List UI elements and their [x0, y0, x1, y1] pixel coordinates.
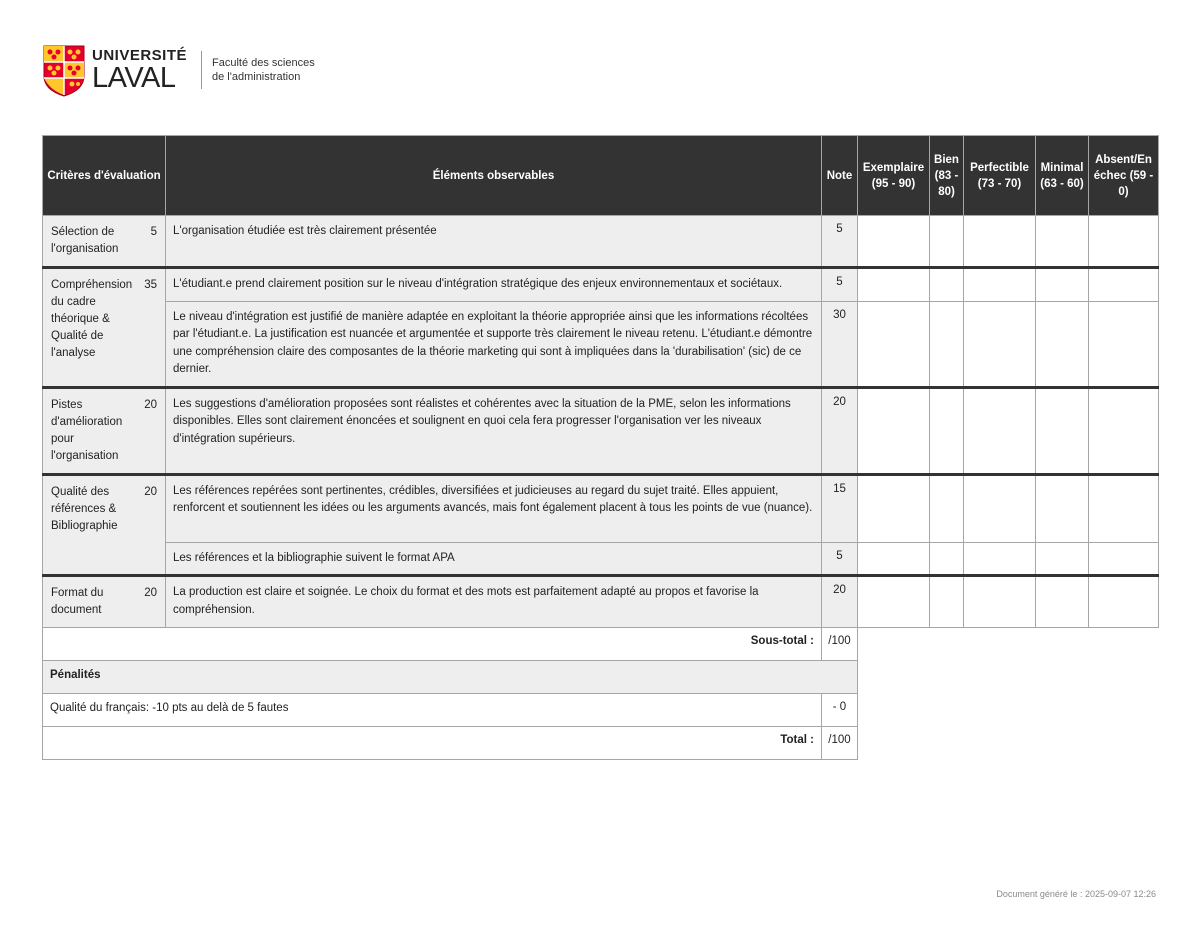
- criterion-points: 20: [144, 398, 157, 411]
- criterion-cell: [43, 387, 166, 474]
- penalty-value: - 0: [822, 694, 858, 727]
- subtotal-label: Sous-total :: [43, 628, 822, 661]
- grade-cell-bien[interactable]: [930, 576, 964, 628]
- column-header-bien: Bien (83 - 80): [930, 136, 964, 216]
- note-value: 15: [822, 474, 858, 542]
- grade-cell-absent[interactable]: [1089, 216, 1159, 268]
- penalty-text: Qualité du français: -10 pts au delà de 5 fautes: [43, 694, 822, 727]
- table-row: [43, 576, 1159, 628]
- column-header-minimal: Minimal (63 - 60): [1036, 136, 1089, 216]
- table-row: [43, 474, 1159, 542]
- column-header-perfectible: Perfectible (73 - 70): [964, 136, 1036, 216]
- university-name-bottom: LAVAL: [92, 61, 176, 94]
- generated-timestamp: Document généré le : 2025-09-07 12:26: [996, 889, 1156, 899]
- column-header-note: Note: [822, 136, 858, 216]
- criterion-points: 20: [144, 587, 157, 599]
- grade-cell-bien[interactable]: [930, 268, 964, 302]
- grade-cell-perfectible[interactable]: [964, 474, 1036, 542]
- grade-cell-minimal[interactable]: [1036, 216, 1089, 268]
- grade-cell-perfectible[interactable]: [964, 576, 1036, 628]
- faculty-line-2: de l'administration: [212, 71, 301, 83]
- criterion-cell: [43, 576, 166, 628]
- column-header-elements: Éléments observables: [166, 136, 822, 216]
- university-name: [92, 48, 187, 93]
- grade-cell-bien[interactable]: [930, 474, 964, 542]
- grade-cell-minimal[interactable]: [1036, 268, 1089, 302]
- observable-element: Les suggestions d'amélioration proposées sont réalistes et cohérentes avec la situation de la PME, selon les informations disponibles. Elles sont clairement énoncées et soulignent en quoi cela fera progresser l'organisation ver les niveaux d'intégration supérieurs.: [166, 387, 822, 474]
- grade-cell-perfectible[interactable]: [964, 542, 1036, 576]
- grade-cell-minimal[interactable]: [1036, 301, 1089, 387]
- subtotal-row: [43, 628, 1159, 661]
- grade-cell-absent[interactable]: [1089, 542, 1159, 576]
- table-row: [43, 387, 1159, 474]
- total-row: [43, 727, 1159, 760]
- column-header-criteria: Critères d'évaluation: [43, 136, 166, 216]
- criterion-points: 5: [150, 226, 157, 238]
- grade-cell-perfectible[interactable]: [964, 301, 1036, 387]
- grade-cell-exemplaire[interactable]: [858, 216, 930, 268]
- criterion-cell: [43, 268, 166, 388]
- note-value: 20: [822, 387, 858, 474]
- penalty-row: [43, 694, 1159, 727]
- table-row: [43, 301, 1159, 387]
- table-header-row: [43, 136, 1159, 216]
- evaluation-rubric-table: [42, 135, 1159, 760]
- university-crest-logo: [42, 44, 86, 96]
- grade-cell-exemplaire[interactable]: [858, 387, 930, 474]
- note-value: 30: [822, 301, 858, 387]
- criterion-cell: [43, 474, 166, 576]
- grade-cell-exemplaire[interactable]: [858, 474, 930, 542]
- column-header-exemplaire: Exemplaire (95 - 90): [858, 136, 930, 216]
- grade-cell-minimal[interactable]: [1036, 387, 1089, 474]
- note-value: 5: [822, 268, 858, 302]
- criterion-points: 20: [144, 485, 157, 498]
- note-value: 5: [822, 542, 858, 576]
- grade-cell-perfectible[interactable]: [964, 387, 1036, 474]
- table-row: [43, 542, 1159, 576]
- table-row: [43, 216, 1159, 268]
- grade-cell-exemplaire[interactable]: [858, 268, 930, 302]
- grade-cell-exemplaire[interactable]: [858, 301, 930, 387]
- grade-cell-bien[interactable]: [930, 387, 964, 474]
- criterion-name: Format du document: [51, 587, 104, 616]
- grade-cell-perfectible[interactable]: [964, 216, 1036, 268]
- table-row: [43, 268, 1159, 302]
- grade-cell-minimal[interactable]: [1036, 542, 1089, 576]
- criterion-points: 35: [144, 279, 157, 291]
- grade-cell-minimal[interactable]: [1036, 474, 1089, 542]
- grade-cell-bien[interactable]: [930, 542, 964, 576]
- observable-element: L'étudiant.e prend clairement position sur le niveau d'intégration stratégique des enjeux environnementaux et sociétaux.: [166, 268, 822, 302]
- criterion-cell: [43, 216, 166, 268]
- subtotal-value: /100: [822, 628, 858, 661]
- penalties-heading-row: [43, 661, 1159, 694]
- total-label: Total :: [43, 727, 822, 760]
- grade-cell-exemplaire[interactable]: [858, 576, 930, 628]
- note-value: 5: [822, 216, 858, 268]
- penalties-heading: Pénalités: [43, 661, 858, 694]
- faculty-line-1: Faculté des sciences: [212, 57, 315, 69]
- grade-cell-bien[interactable]: [930, 216, 964, 268]
- grade-cell-exemplaire[interactable]: [858, 542, 930, 576]
- criterion-name: Qualité des références & Bibliographie: [51, 485, 118, 532]
- criterion-name: Pistes d'amélioration pour l'organisation: [51, 398, 123, 462]
- grade-cell-absent[interactable]: [1089, 474, 1159, 542]
- observable-element: Les références repérées sont pertinentes, crédibles, diversifiées et judicieuses au regard du sujet traité. Elles appuient, renforcent et soutiennent les idées ou les arguments avancés, mais font également placent à tous les points de vue (nuance).: [166, 474, 822, 542]
- grade-cell-minimal[interactable]: [1036, 576, 1089, 628]
- observable-element: L'organisation étudiée est très clairement présentée: [166, 216, 822, 268]
- page-header: [42, 42, 315, 98]
- grade-cell-absent[interactable]: [1089, 576, 1159, 628]
- grade-cell-absent[interactable]: [1089, 268, 1159, 302]
- note-value: 20: [822, 576, 858, 628]
- criterion-name: Compréhension du cadre théorique & Qualité de l'analyse: [51, 279, 133, 359]
- grade-cell-absent[interactable]: [1089, 301, 1159, 387]
- observable-element: La production est claire et soignée. Le choix du format et des mots est parfaitement adapté au propos et favorise la compréhension.: [166, 576, 822, 628]
- grade-cell-absent[interactable]: [1089, 387, 1159, 474]
- column-header-absent: Absent/En échec (59 - 0): [1089, 136, 1159, 216]
- grade-cell-perfectible[interactable]: [964, 268, 1036, 302]
- grade-cell-bien[interactable]: [930, 301, 964, 387]
- faculty-name: [212, 56, 315, 84]
- university-name-top: UNIVERSITÉ: [92, 46, 188, 64]
- criterion-name: Sélection de l'organisation: [51, 226, 119, 255]
- observable-element: Le niveau d'intégration est justifié de manière adaptée en exploitant la théorie appropriée ainsi que les informations récoltées par l'étudiant.e. La justification est nuancée et argumentée et supporte très clairement le niveau retenu. L'étudiant.e démontre une compréhension claire des composantes de la théorie marketing qui sont à impliquées dans la 'durabilisation' (sic) de ce dernier.: [166, 301, 822, 387]
- total-value: /100: [822, 727, 858, 760]
- observable-element: Les références et la bibliographie suivent le format APA: [166, 542, 822, 576]
- header-divider: [201, 51, 202, 89]
